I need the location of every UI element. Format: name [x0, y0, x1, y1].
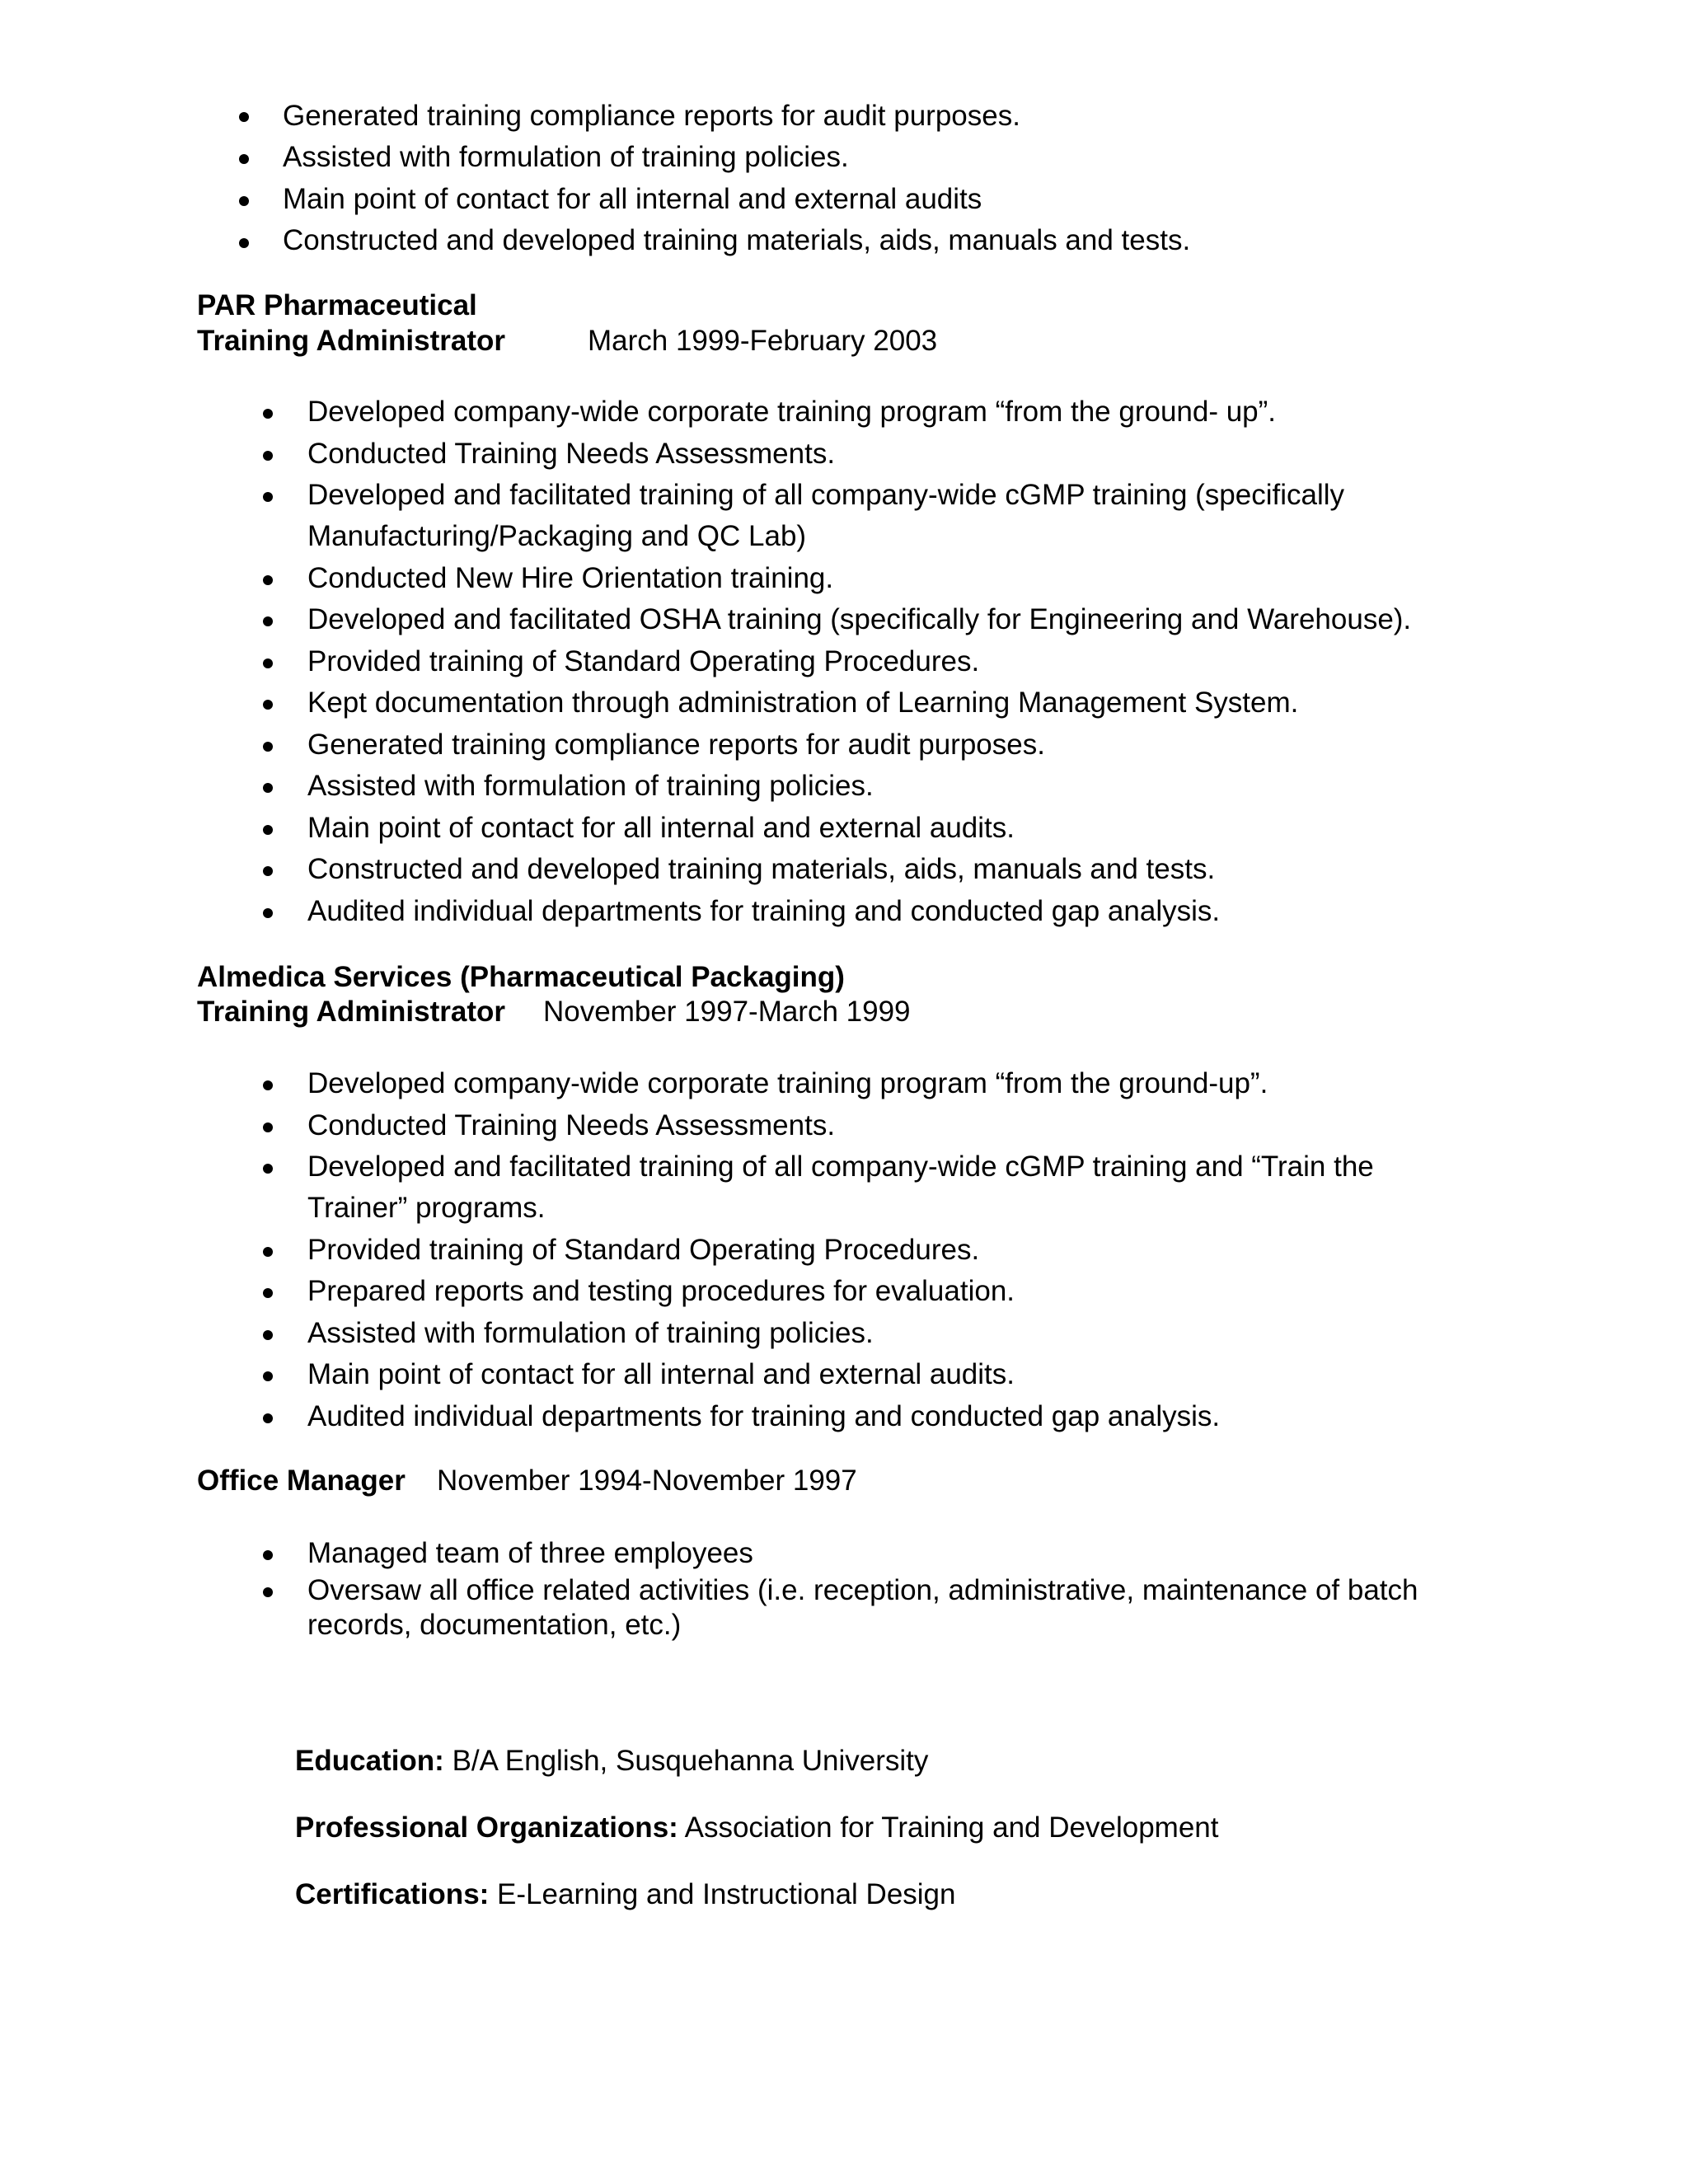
list-item: Managed team of three employees — [307, 1537, 753, 1569]
bullet-icon — [239, 196, 249, 206]
list-item: Constructed and developed training materials, aids, manuals and tests. — [307, 853, 1216, 885]
job-dates: November 1994-November 1997 — [437, 1465, 857, 1497]
education-value: B/A English, Susquehanna University — [452, 1745, 929, 1777]
job-title: Office Manager — [197, 1465, 406, 1497]
company-name: PAR Pharmaceutical — [197, 289, 477, 321]
list-item: Oversaw all office related activities (i.e. reception, administrative, maintenance of batch — [307, 1574, 1418, 1606]
list-item: Developed and facilitated training of all company-wide cGMP training (specifically — [307, 479, 1345, 511]
list-item: Conducted New Hire Orientation training. — [307, 562, 834, 594]
list-item: Audited individual departments for training and conducted gap analysis. — [307, 895, 1221, 927]
bullet-icon — [263, 1371, 273, 1381]
education-label: Education: — [295, 1745, 444, 1777]
list-item-continuation: Trainer” programs. — [307, 1192, 546, 1224]
bullet-icon — [239, 112, 249, 122]
bullet-icon — [263, 1164, 273, 1174]
list-item-continuation: Manufacturing/Packaging and QC Lab) — [307, 520, 807, 552]
bullet-icon — [263, 825, 273, 835]
bullet-icon — [263, 742, 273, 752]
bullet-icon — [239, 154, 249, 164]
list-item: Provided training of Standard Operating Procedures. — [307, 645, 980, 677]
bullet-icon — [263, 908, 273, 918]
list-item: Prepared reports and testing procedures for evaluation. — [307, 1275, 1015, 1307]
list-item: Kept documentation through administration of Learning Management System. — [307, 687, 1299, 719]
bullet-icon — [263, 1413, 273, 1423]
organizations-label: Professional Organizations: — [295, 1811, 678, 1844]
bullet-icon — [263, 1288, 273, 1298]
list-item: Assisted with formulation of training policies. — [307, 770, 874, 802]
list-item: Main point of contact for all internal and external audits — [283, 183, 982, 215]
job-dates: November 1997-March 1999 — [543, 996, 911, 1028]
list-item: Generated training compliance reports for audit purposes. — [307, 729, 1045, 761]
job-title: Training Administrator — [197, 325, 506, 357]
company-name: Almedica Services (Pharmaceutical Packaging) — [197, 961, 845, 993]
list-item: Assisted with formulation of training policies. — [283, 141, 849, 173]
list-item: Conducted Training Needs Assessments. — [307, 1109, 836, 1141]
certifications-value: E-Learning and Instructional Design — [497, 1878, 956, 1910]
list-item: Developed company-wide corporate training program “from the ground-up”. — [307, 1067, 1268, 1099]
bullet-icon — [263, 1587, 273, 1597]
bullet-icon — [263, 1550, 273, 1560]
bullet-icon — [263, 616, 273, 626]
certifications-line — [295, 1880, 956, 1909]
certifications-label: Certifications: — [295, 1878, 490, 1910]
list-item: Generated training compliance reports for audit purposes. — [283, 100, 1020, 132]
organizations-value: Association for Training and Development — [684, 1811, 1219, 1844]
bullet-icon — [239, 238, 249, 248]
bullet-icon — [263, 409, 273, 419]
list-item: Main point of contact for all internal and external audits. — [307, 812, 1015, 844]
bullet-icon — [263, 451, 273, 461]
bullet-icon — [263, 1080, 273, 1090]
bullet-icon — [263, 658, 273, 668]
bullet-icon — [263, 700, 273, 710]
list-item: Developed and facilitated training of all company-wide cGMP training and “Train the — [307, 1151, 1374, 1183]
bullet-icon — [263, 575, 273, 585]
list-item: Audited individual departments for training and conducted gap analysis. — [307, 1400, 1221, 1432]
list-item: Main point of contact for all internal and external audits. — [307, 1358, 1015, 1390]
list-item: Provided training of Standard Operating Procedures. — [307, 1234, 980, 1266]
list-item: Constructed and developed training materials, aids, manuals and tests. — [283, 224, 1191, 256]
education-line — [295, 1746, 928, 1775]
list-item: Conducted Training Needs Assessments. — [307, 438, 836, 470]
job-title: Training Administrator — [197, 996, 506, 1028]
bullet-icon — [263, 1247, 273, 1257]
bullet-icon — [263, 1330, 273, 1340]
list-item: Developed and facilitated OSHA training (specifically for Engineering and Warehouse). — [307, 603, 1412, 635]
list-item: Assisted with formulation of training policies. — [307, 1317, 874, 1349]
bullet-icon — [263, 1122, 273, 1132]
bullet-icon — [263, 783, 273, 793]
job-dates: March 1999-February 2003 — [588, 325, 938, 357]
bullet-icon — [263, 492, 273, 502]
organizations-line — [295, 1813, 1218, 1842]
list-item-continuation: records, documentation, etc.) — [307, 1609, 682, 1641]
list-item: Developed company-wide corporate training program “from the ground- up”. — [307, 396, 1277, 428]
bullet-icon — [263, 866, 273, 876]
